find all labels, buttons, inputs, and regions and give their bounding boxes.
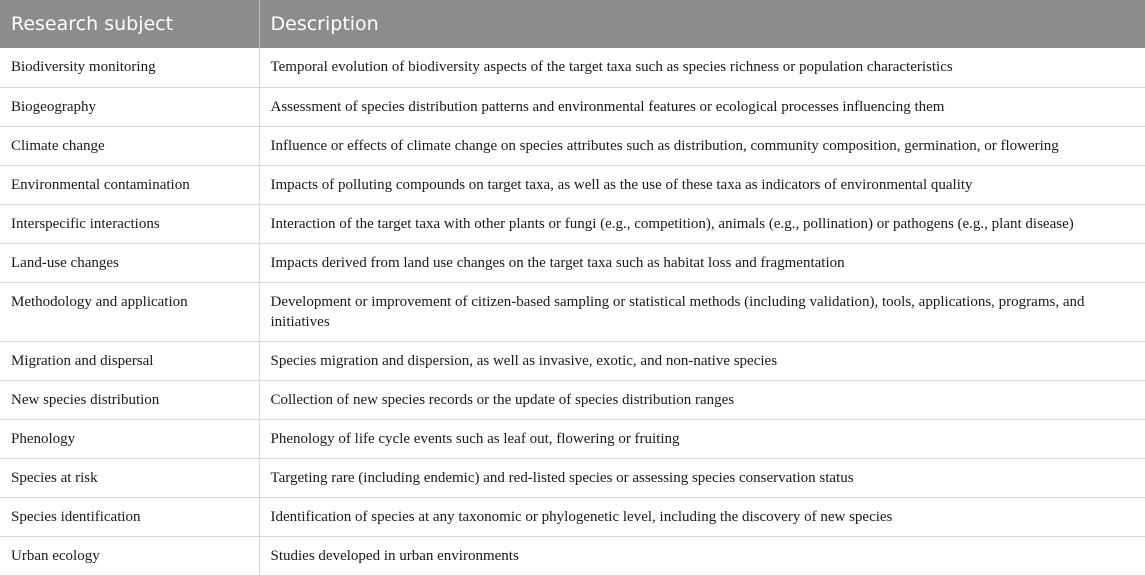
- subject-cell: Urban ecology: [0, 536, 259, 575]
- subject-cell: Biogeography: [0, 87, 259, 126]
- description-cell: Targeting rare (including endemic) and red-listed species or assessing species conservation status: [259, 458, 1145, 497]
- subject-cell: Methodology and application: [0, 282, 259, 341]
- subject-cell: Species identification: [0, 497, 259, 536]
- description-cell: Development or improvement of citizen-based sampling or statistical methods (including validation), tools, applications, programs, and initiatives: [259, 282, 1145, 341]
- description-cell: Interaction of the target taxa with other plants or fungi (e.g., competition), animals (e.g., pollination) or pathogens (e.g., plant disease): [259, 204, 1145, 243]
- table-row: [0, 380, 1145, 419]
- description-cell: Phenology of life cycle events such as leaf out, flowering or fruiting: [259, 419, 1145, 458]
- description-cell: Influence or effects of climate change on species attributes such as distribution, community composition, germination, or flowering: [259, 126, 1145, 165]
- description-cell: Identification of species at any taxonomic or phylogenetic level, including the discovery of new species: [259, 497, 1145, 536]
- description-cell: Assessment of species distribution patterns and environmental features or ecological processes influencing them: [259, 87, 1145, 126]
- subject-cell: Biodiversity monitoring: [0, 48, 259, 87]
- table-row: [0, 87, 1145, 126]
- table-row: [0, 497, 1145, 536]
- description-cell: Species migration and dispersion, as well as invasive, exotic, and non-native species: [259, 341, 1145, 380]
- table-row: [0, 536, 1145, 575]
- table-row: [0, 341, 1145, 380]
- description-cell: Impacts derived from land use changes on the target taxa such as habitat loss and fragmentation: [259, 243, 1145, 282]
- subject-cell: Land-use changes: [0, 243, 259, 282]
- table-row: [0, 165, 1145, 204]
- table-row: [0, 243, 1145, 282]
- description-cell: Impacts of polluting compounds on target taxa, as well as the use of these taxa as indicators of environmental quality: [259, 165, 1145, 204]
- table-row: [0, 419, 1145, 458]
- subject-cell: Environmental contamination: [0, 165, 259, 204]
- subject-cell: Migration and dispersal: [0, 341, 259, 380]
- table-row: [0, 126, 1145, 165]
- header-research-subject: Research subject: [0, 0, 259, 48]
- table-row: [0, 282, 1145, 341]
- subject-cell: Climate change: [0, 126, 259, 165]
- subject-cell: Phenology: [0, 419, 259, 458]
- table-header-row: [0, 0, 1145, 48]
- table-row: [0, 48, 1145, 87]
- table-row: [0, 204, 1145, 243]
- description-cell: Collection of new species records or the update of species distribution ranges: [259, 380, 1145, 419]
- subject-cell: New species distribution: [0, 380, 259, 419]
- description-cell: Temporal evolution of biodiversity aspects of the target taxa such as species richness or population characteristics: [259, 48, 1145, 87]
- subject-cell: Interspecific interactions: [0, 204, 259, 243]
- subject-cell: Species at risk: [0, 458, 259, 497]
- header-description: Description: [259, 0, 1145, 48]
- description-cell: Studies developed in urban environments: [259, 536, 1145, 575]
- table-row: [0, 458, 1145, 497]
